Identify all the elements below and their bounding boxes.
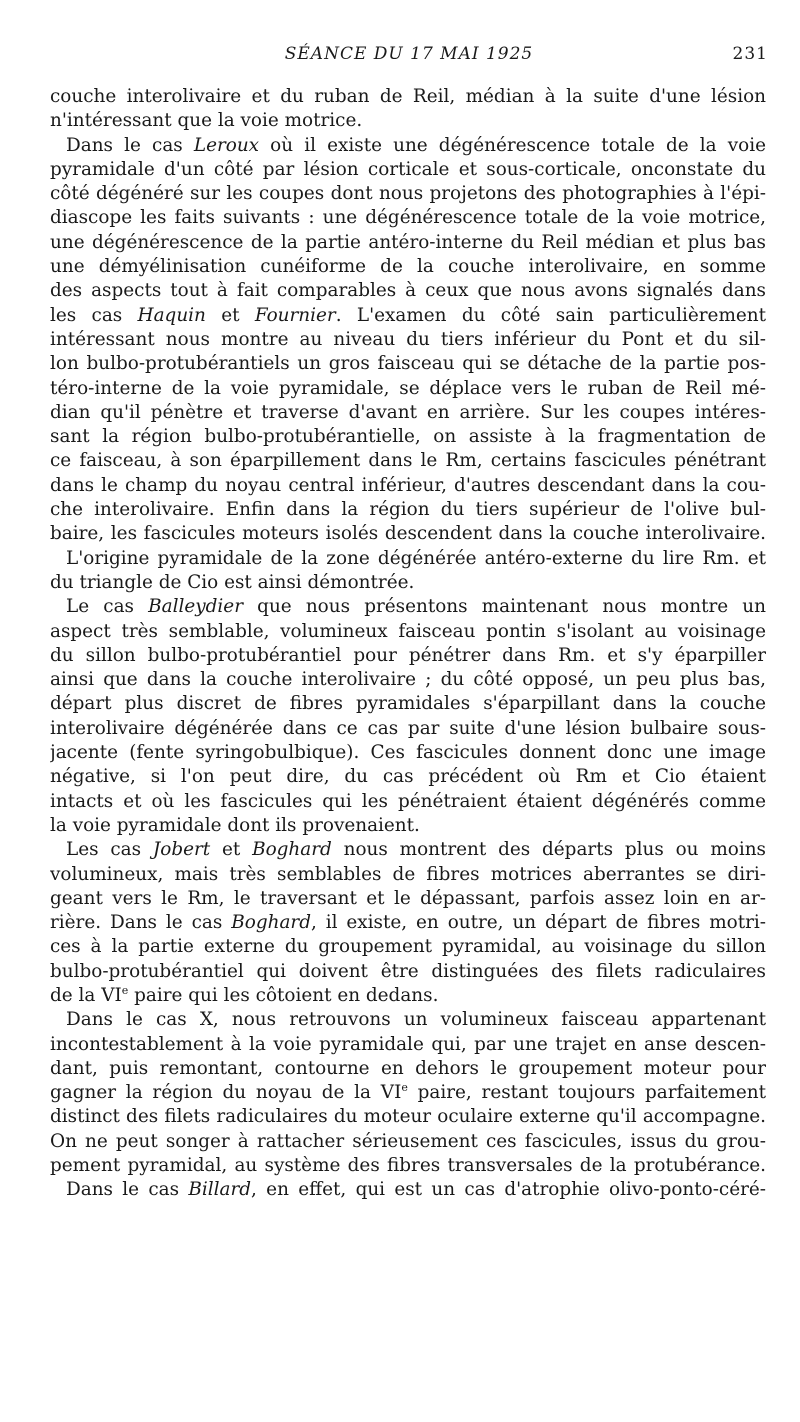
- text-run: . L'examen du côté sain particulièrement: [335, 304, 766, 326]
- text-run: intéressant nous montre au niveau du tiers inférieur du Pont et du sil-: [50, 328, 766, 350]
- text-line: [50, 814, 766, 838]
- text-line: [50, 206, 766, 230]
- text-run: bulbo-protubérantiel qui doivent être distinguées des filets radiculaires: [50, 960, 766, 982]
- italic-name: Haquin: [137, 304, 206, 326]
- text-run: côté dégénéré sur les coupes dont nous projetons des photographies à l'épi-: [50, 183, 766, 205]
- text-line: [50, 960, 766, 984]
- text-run: geant vers le Rm, le traversant et le dépassant, parfois assez loin en ar-: [50, 887, 766, 909]
- text-run: du sillon bulbo-protubérantiel pour pénétrer dans Rm. et s'y éparpiller: [50, 644, 766, 666]
- running-header: [50, 44, 768, 70]
- text-run: téro-interne de la voie pyramidale, se déplace vers le ruban de Reil mé-: [50, 377, 766, 399]
- italic-name: Boghard: [252, 839, 332, 861]
- text-line: [50, 1008, 766, 1032]
- running-title: SÉANCE DU 17 MAI 1925: [284, 44, 534, 64]
- text-line: [50, 279, 766, 303]
- text-line: [50, 304, 766, 328]
- page-number: 231: [732, 44, 768, 64]
- text-run: paire, restant toujours parfaitement: [407, 1082, 766, 1104]
- italic-name: Jobert: [152, 839, 211, 861]
- text-run: , en effet, qui est un cas d'atrophie olivo-ponto-céré-: [251, 1179, 766, 1201]
- text-line: [50, 158, 766, 182]
- text-line: [50, 1081, 766, 1105]
- text-run: On ne peut songer à rattacher sérieusement ces fascicules, issus du grou-: [50, 1130, 766, 1152]
- text-line: [50, 1154, 766, 1178]
- text-run: où il existe une dégénérescence totale de la voie: [259, 134, 766, 156]
- text-line: [50, 522, 766, 546]
- text-run: aspect très semblable, volumineux faisceau pontin s'isolant au voisinage: [50, 620, 766, 642]
- text-line: [50, 1033, 766, 1057]
- text-run: L'origine pyramidale de la zone dégénérée antéro-externe du lire Rm. et: [66, 547, 766, 569]
- text-run: intacts et où les fascicules qui les pénétraient étaient dégénérés comme: [50, 790, 766, 812]
- text-line: [50, 935, 766, 959]
- text-run: dant, puis remontant, contourne en dehors le groupement moteur pour: [50, 1057, 766, 1079]
- text-line: [50, 1057, 766, 1081]
- superscript: e: [121, 983, 129, 997]
- text-run: sant la région bulbo-protubérantielle, on assiste à la fragmentation de: [50, 426, 766, 448]
- text-run: des aspects tout à fait comparables à ceux que nous avons signalés dans: [50, 280, 766, 302]
- text-line: [50, 692, 766, 716]
- text-line: [50, 571, 766, 595]
- text-run: baire, les fascicules moteurs isolés descendent dans la couche interolivaire.: [50, 523, 766, 545]
- italic-name: Fournier: [254, 304, 336, 326]
- text-run: interolivaire dégénérée dans ce cas par suite d'une lésion bulbaire sous-: [50, 717, 766, 739]
- text-run: n'intéressant que la voie motrice.: [50, 110, 363, 132]
- superscript: e: [401, 1081, 408, 1095]
- text-line: [50, 984, 766, 1008]
- text-line: [50, 838, 766, 862]
- text-line: [50, 668, 766, 692]
- text-line: [50, 620, 766, 644]
- text-run: ainsi que dans la couche interolivaire ; du côté opposé, un peu plus bas,: [50, 669, 766, 691]
- text-line: [50, 644, 766, 668]
- text-line: [50, 109, 766, 133]
- text-line: [50, 425, 766, 449]
- text-run: la voie pyramidale dont ils provenaient.: [50, 814, 420, 836]
- text-run: de la VI: [50, 984, 122, 1006]
- text-line: [50, 911, 766, 935]
- text-run: et: [210, 839, 253, 861]
- text-line: [50, 401, 766, 425]
- text-run: dian qu'il pénètre et traverse d'avant en arrière. Sur les coupes intéres-: [50, 401, 766, 423]
- text-run: , il existe, en outre, un départ de fibres motri-: [310, 912, 766, 934]
- text-line: [50, 1105, 766, 1129]
- text-run: Dans le cas: [66, 1179, 189, 1201]
- text-run: paire qui les côtoient en dedans.: [128, 984, 439, 1006]
- text-run: une dégénérescence de la partie antéro-interne du Reil médian et plus bas: [50, 231, 766, 253]
- text-line: [50, 1178, 766, 1202]
- text-run: diascope les faits suivants : une dégénérescence totale de la voie motrice,: [50, 207, 766, 229]
- text-run: Les cas: [66, 839, 153, 861]
- text-line: [50, 547, 766, 571]
- text-line: [50, 474, 766, 498]
- text-line: [50, 765, 766, 789]
- text-run: couche interolivaire et du ruban de Reil, médian à la suite d'une lésion: [50, 86, 766, 107]
- text-run: che interolivaire. Enfin dans la région du tiers supérieur de l'olive bul-: [50, 499, 766, 521]
- text-line: [50, 255, 766, 279]
- text-run: incontestablement à la voie pyramidale qui, par une trajet en anse descen-: [50, 1033, 766, 1055]
- text-run: ce faisceau, à son éparpillement dans le Rm, certains fascicules pénétrant: [50, 450, 766, 472]
- body-text: [50, 85, 766, 1203]
- text-run: dans le champ du noyau central inférieur, d'autres descendant dans la cou-: [50, 474, 766, 496]
- text-line: [50, 134, 766, 158]
- text-line: [50, 182, 766, 206]
- text-line: [50, 595, 766, 619]
- text-run: que nous présentons maintenant nous montre un: [243, 596, 766, 618]
- text-run: rière. Dans le cas: [50, 912, 232, 934]
- italic-name: Leroux: [193, 134, 260, 156]
- text-run: pement pyramidal, au système des fibres transversales de la protubérance.: [50, 1155, 766, 1177]
- italic-name: Boghard: [231, 912, 311, 934]
- text-run: négative, si l'on peut dire, du cas précédent où Rm et Cio étaient: [50, 766, 766, 788]
- text-run: Le cas: [66, 596, 149, 618]
- text-line: [50, 231, 766, 255]
- text-run: gagner la région du noyau de la VI: [50, 1082, 402, 1104]
- text-run: Dans le cas: [66, 134, 194, 156]
- text-line: [50, 328, 766, 352]
- text-line: [50, 498, 766, 522]
- text-run: pyramidale d'un côté par lésion corticale et sous-corticale, onconstate du: [50, 158, 766, 180]
- text-line: [50, 863, 766, 887]
- text-line: [50, 741, 766, 765]
- text-line: [50, 352, 766, 376]
- text-run: distinct des filets radiculaires du moteur oculaire externe qu'il accompagne.: [50, 1106, 766, 1128]
- text-line: [50, 1130, 766, 1154]
- text-run: jacente (fente syringobulbique). Ces fascicules donnent donc une image: [50, 742, 766, 764]
- text-run: une démyélinisation cunéiforme de la couche interolivaire, en somme: [50, 256, 766, 278]
- text-run: départ plus discret de fibres pyramidales s'éparpillant dans la couche: [50, 693, 766, 715]
- text-run: Dans le cas X, nous retrouvons un volumineux faisceau appartenant: [66, 1009, 766, 1031]
- italic-name: Balleydier: [148, 596, 243, 618]
- text-run: volumineux, mais très semblables de fibres motrices aberrantes se diri-: [50, 863, 766, 885]
- text-line: [50, 717, 766, 741]
- text-run: nous montrent des départs plus ou moins: [331, 839, 766, 861]
- text-run: et: [205, 304, 255, 326]
- text-line: [50, 790, 766, 814]
- text-line: [50, 377, 766, 401]
- text-run: du triangle de Cio est ainsi démontrée.: [50, 571, 415, 593]
- text-line: [50, 449, 766, 473]
- text-run: ces à la partie externe du groupement pyramidal, au voisinage du sillon: [50, 936, 766, 958]
- text-run: les cas: [50, 304, 138, 326]
- italic-name: Billard: [188, 1179, 252, 1201]
- text-line: [50, 85, 766, 109]
- text-line: [50, 887, 766, 911]
- text-run: lon bulbo-protubérantiels un gros faisceau qui se détache de la partie pos-: [50, 353, 766, 375]
